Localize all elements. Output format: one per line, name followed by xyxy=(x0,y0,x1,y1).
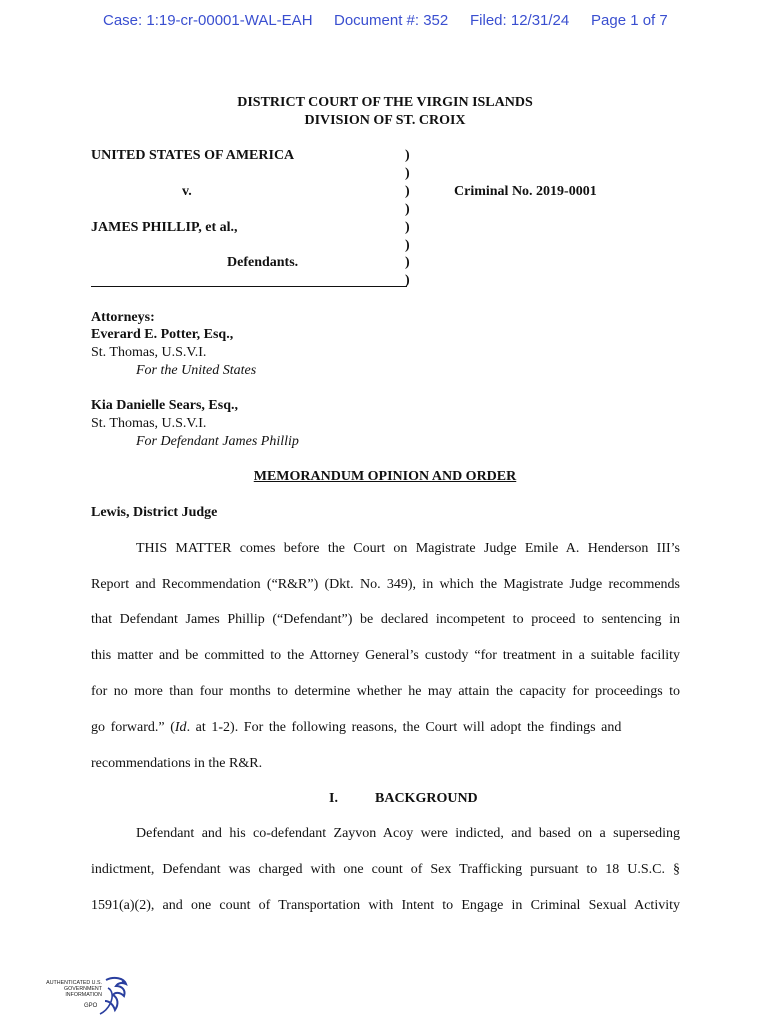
filed-date: Filed: 12/31/24 xyxy=(470,12,570,29)
body-line: THIS MATTER comes before the Court on Magistrate Judge Emile A. Henderson III’s xyxy=(136,541,680,556)
section-title: BACKGROUND xyxy=(375,791,478,806)
defendant-name: JAMES PHILLIP, et al., xyxy=(91,220,238,235)
court-division: DIVISION OF ST. CROIX xyxy=(304,113,466,128)
attorney-location: St. Thomas, U.S.V.I. xyxy=(91,345,207,360)
caption-rule xyxy=(91,286,407,287)
body-line: Report and Recommendation (“R&R”) (Dkt. No. 349), in which the Magistrate Judge recommends xyxy=(91,577,680,592)
gpo-authentication-seal xyxy=(44,974,134,1018)
document-number: Document #: 352 xyxy=(334,12,449,29)
section-number: I. xyxy=(329,791,338,806)
attorney-name: Everard E. Potter, Esq., xyxy=(91,327,234,342)
body-line xyxy=(91,720,680,736)
defendants-label: Defendants. xyxy=(227,255,299,270)
page-number: Page 1 of 7 xyxy=(591,12,668,29)
judge-name: Lewis, District Judge xyxy=(91,505,218,520)
plaintiff-name: UNITED STATES OF AMERICA xyxy=(91,148,295,163)
attorney-for: For Defendant James Phillip xyxy=(136,434,299,449)
attorney-for: For the United States xyxy=(136,363,257,378)
caption-paren: ) xyxy=(405,166,410,181)
citation-id: Id xyxy=(174,720,187,735)
seal-text: AUTHENTICATED U.S. GOVERNMENT INFORMATION xyxy=(46,980,102,998)
body-line: for no more than four months to determine whether he may attain the capacity for proceedings to xyxy=(91,684,680,699)
case-number: Case: 1:19-cr-00001-WAL-EAH xyxy=(103,12,313,29)
eagle-icon xyxy=(44,974,134,1018)
attorneys-heading: Attorneys: xyxy=(91,310,155,325)
caption-paren: ) xyxy=(405,202,410,217)
attorney-name: Kia Danielle Sears, Esq., xyxy=(91,398,239,413)
body-line: that Defendant James Phillip (“Defendant”) be declared incompetent to proceed to sentencing in xyxy=(91,612,680,627)
body-text: . at 1-2). For the following reasons, the Court will adopt the findings and xyxy=(186,720,622,735)
criminal-number: Criminal No. 2019-0001 xyxy=(454,184,597,199)
caption-paren: ) xyxy=(405,148,410,163)
caption-paren: ) xyxy=(405,184,410,199)
body-text: go forward.” ( xyxy=(91,720,175,735)
caption-paren: ) xyxy=(405,238,410,253)
opinion-title: MEMORANDUM OPINION AND ORDER xyxy=(253,469,517,484)
versus-label: v. xyxy=(182,184,192,199)
body-line: recommendations in the R&R. xyxy=(91,756,263,771)
court-name: DISTRICT COURT OF THE VIRGIN ISLANDS xyxy=(237,95,533,110)
caption-paren: ) xyxy=(405,255,410,270)
caption-paren: ) xyxy=(405,220,410,235)
body-line: 1591(a)(2), and one count of Transportation with Intent to Engage in Criminal Sexual Activity xyxy=(91,898,680,913)
body-line: Defendant and his co-defendant Zayvon Acoy were indicted, and based on a superseding xyxy=(136,826,680,841)
seal-gpo: GPO xyxy=(84,1003,98,1009)
caption-paren: ) xyxy=(405,273,410,288)
attorney-location: St. Thomas, U.S.V.I. xyxy=(91,416,207,431)
body-line: indictment, Defendant was charged with one count of Sex Trafficking pursuant to 18 U.S.C. § xyxy=(91,862,680,877)
body-line: this matter and be committed to the Attorney General’s custody “for treatment in a suitable facility xyxy=(91,648,680,663)
